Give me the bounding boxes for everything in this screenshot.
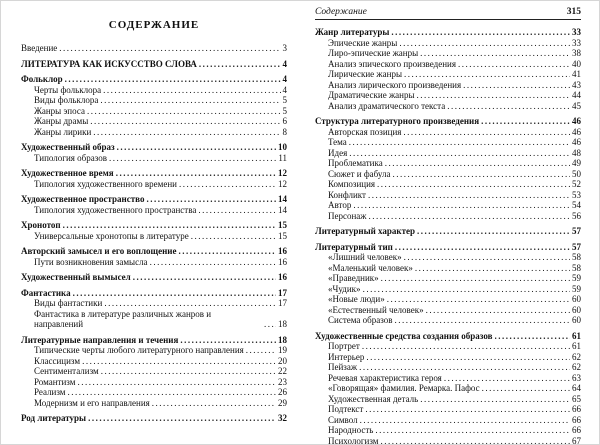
toc-entry-label: Речевая характеристика героя — [328, 372, 442, 383]
toc-entry-page-number: 60 — [572, 315, 581, 325]
toc-entry — [21, 272, 287, 283]
toc-entry — [328, 394, 581, 405]
toc-entry-page-number: 61 — [572, 341, 581, 351]
toc-entry-page-number: 6 — [282, 116, 287, 126]
dot-leader — [63, 220, 276, 231]
toc-entry — [34, 309, 287, 330]
toc-entry-page-number: 23 — [278, 376, 287, 387]
toc-entry — [34, 366, 287, 377]
toc-entry-page-number: 29 — [278, 397, 287, 408]
dot-leader — [179, 179, 276, 190]
toc-entry — [328, 148, 581, 159]
toc-entry-label: Литературный характер — [315, 226, 416, 236]
dot-leader — [103, 85, 280, 96]
toc-entry-page-number: 57 — [572, 226, 581, 236]
toc-entry — [328, 415, 581, 426]
toc-entry-page-number: 18 — [278, 319, 287, 329]
toc-entry-page-number: 53 — [572, 189, 581, 200]
toc-entry — [34, 398, 287, 409]
toc-entry-label: Проблематика — [328, 158, 383, 168]
right-toc-list — [315, 27, 581, 445]
dot-leader — [133, 272, 276, 283]
dot-leader — [180, 335, 276, 346]
dot-leader — [93, 127, 280, 138]
toc-entry — [328, 425, 581, 436]
dot-leader — [420, 394, 570, 405]
toc-entry-label: Виды фантастики — [34, 298, 103, 308]
toc-entry-page-number: 22 — [278, 366, 287, 376]
toc-entry-label: Подтекст — [328, 404, 364, 414]
toc-entry-page-number: 59 — [572, 273, 581, 283]
dot-leader — [362, 341, 570, 352]
toc-entry — [21, 246, 287, 257]
toc-entry-label: Художественная деталь — [328, 393, 419, 404]
toc-entry — [34, 95, 287, 106]
toc-entry-page-number: 4 — [282, 58, 287, 69]
toc-entry — [34, 387, 287, 398]
toc-entry-page-number: 15 — [278, 220, 287, 230]
dot-leader — [404, 252, 570, 263]
toc-entry-label: Конфликт — [328, 189, 366, 200]
toc-entry-label: Романтизм — [34, 376, 76, 387]
toc-entry-page-number: 11 — [278, 152, 287, 163]
toc-entry-page-number: 4 — [282, 84, 287, 95]
dot-leader — [353, 200, 570, 211]
toc-entry-label: Литературные направления и течения — [21, 334, 179, 345]
dot-leader — [117, 142, 276, 153]
toc-entry-page-number: 33 — [572, 37, 581, 48]
toc-entry-label: Типология художественного времени — [34, 178, 177, 189]
dot-leader — [77, 377, 276, 388]
toc-entry-label: Система образов — [328, 315, 393, 325]
toc-entry — [328, 48, 581, 59]
toc-entry-label: Сентиментализм — [34, 366, 99, 376]
dot-leader — [199, 59, 281, 70]
dot-leader — [116, 168, 276, 179]
toc-entry — [21, 168, 287, 179]
dot-leader — [481, 116, 570, 127]
toc-entry-label: Авторский замысел и его воплощение — [21, 246, 177, 256]
toc-entry-page-number: 66 — [572, 425, 581, 435]
toc-entry-label: Фантастика в литературе различных жанров и направлений — [34, 308, 212, 329]
toc-entry-page-number: 40 — [572, 58, 581, 69]
dot-leader — [463, 80, 570, 91]
dot-leader — [381, 273, 570, 284]
dot-leader — [375, 425, 570, 436]
toc-entry-page-number: 49 — [572, 158, 581, 168]
toc-entry-page-number: 14 — [278, 204, 287, 215]
toc-entry-label: Пейзаж — [328, 362, 358, 372]
toc-entry-page-number: 52 — [572, 179, 581, 189]
dot-leader — [101, 366, 276, 377]
toc-entry-page-number: 12 — [278, 178, 287, 189]
toc-entry-label: Классицизм — [34, 355, 81, 366]
toc-entry-page-number: 62 — [572, 362, 581, 372]
toc-entry — [34, 345, 287, 356]
toc-entry-label: Психологизм — [328, 435, 379, 445]
toc-entry-label: Анализ эпического произведения — [328, 58, 456, 69]
toc-entry-label: Анализ лирического произведения — [328, 79, 462, 90]
toc-entry-page-number: 38 — [572, 48, 581, 58]
running-header-title: Содержание — [315, 7, 367, 17]
dot-leader — [391, 27, 570, 38]
toc-entry-label: «Праведник» — [328, 273, 379, 283]
toc-entry — [34, 127, 287, 138]
dot-leader — [417, 90, 570, 101]
toc-entry — [328, 315, 581, 326]
dot-leader — [404, 69, 570, 80]
toc-entry-label: «Чудик» — [328, 283, 361, 294]
contents-title: СОДЕРЖАНИЕ — [108, 19, 200, 31]
dot-leader — [360, 415, 570, 426]
toc-entry — [34, 356, 287, 367]
toc-entry — [328, 101, 581, 112]
dot-leader — [349, 148, 570, 159]
toc-entry — [34, 116, 287, 127]
toc-entry — [34, 257, 287, 268]
dot-leader — [146, 194, 276, 205]
dot-leader — [100, 95, 280, 106]
toc-entry-page-number: 45 — [572, 100, 581, 111]
toc-entry-label: Лиро-эпические жанры — [328, 48, 419, 58]
running-header-page-number: 315 — [566, 7, 581, 17]
right-page — [315, 7, 581, 445]
toc-entry-page-number: 43 — [572, 79, 581, 90]
dot-leader — [385, 158, 570, 169]
dot-leader — [82, 356, 276, 367]
dot-leader — [393, 169, 571, 180]
running-header — [315, 7, 581, 20]
dot-leader — [399, 38, 570, 49]
toc-entry-page-number: 56 — [572, 210, 581, 221]
toc-entry-label: Символ — [328, 414, 358, 425]
toc-entry — [328, 436, 581, 445]
toc-entry — [315, 116, 581, 127]
toc-entry-page-number: 46 — [572, 126, 581, 137]
toc-entry-label: Черты фольклора — [34, 84, 102, 95]
toc-entry — [328, 341, 581, 352]
dot-leader — [387, 294, 570, 305]
toc-entry-page-number: 16 — [278, 256, 287, 267]
dot-leader — [380, 436, 570, 445]
toc-entry-page-number: 62 — [572, 351, 581, 362]
toc-entry-label: Персонаж — [328, 210, 367, 221]
toc-entry-label: Типология художественного пространства — [34, 204, 197, 215]
toc-entry-page-number: 46 — [572, 116, 581, 126]
dot-leader — [368, 190, 570, 201]
toc-entry — [21, 43, 287, 54]
toc-entry-label: Виды фольклора — [34, 95, 99, 105]
toc-entry-label: Сюжет и фабула — [328, 168, 391, 179]
toc-entry-label: Художественный вымысел — [21, 272, 131, 282]
toc-entry — [34, 106, 287, 117]
toc-entry-label: Авторская позиция — [328, 126, 402, 137]
toc-entry — [328, 373, 581, 384]
toc-entry-label: Автор — [328, 200, 352, 210]
toc-entry-label: Введение — [21, 43, 58, 53]
toc-entry-page-number: 44 — [572, 90, 581, 100]
dot-leader — [65, 74, 281, 85]
toc-entry-label: «Маленький человек» — [328, 262, 413, 273]
toc-entry — [328, 211, 581, 222]
toc-entry-page-number: 63 — [572, 372, 581, 383]
toc-entry — [328, 263, 581, 274]
toc-entry-page-number: 41 — [572, 69, 581, 79]
dot-leader — [246, 345, 276, 356]
toc-entry — [34, 231, 287, 242]
toc-entry-page-number: 58 — [572, 252, 581, 262]
toc-entry — [328, 190, 581, 201]
toc-entry — [21, 220, 287, 231]
toc-entry — [328, 38, 581, 49]
dot-leader — [447, 101, 570, 112]
dot-leader — [395, 242, 570, 253]
toc-entry — [21, 335, 287, 346]
toc-entry — [328, 252, 581, 263]
toc-entry — [328, 352, 581, 363]
toc-entry — [328, 200, 581, 211]
toc-entry-page-number: 8 — [282, 126, 287, 137]
dot-leader — [150, 257, 276, 268]
toc-entry-label: Хронотоп — [21, 220, 61, 230]
toc-entry — [328, 169, 581, 180]
toc-entry-page-number: 5 — [282, 105, 287, 116]
toc-entry-label: Народность — [328, 425, 374, 435]
toc-entry-label: Эпические жанры — [328, 37, 398, 48]
toc-entry — [328, 59, 581, 70]
toc-entry-page-number: 58 — [572, 262, 581, 273]
toc-entry — [21, 194, 287, 205]
toc-entry — [328, 80, 581, 91]
toc-entry — [328, 284, 581, 295]
dot-leader — [495, 331, 571, 342]
toc-entry-label: Художественные средства создания образов — [315, 330, 493, 341]
dot-leader — [104, 298, 276, 309]
toc-entry-page-number: 18 — [278, 334, 287, 345]
dot-leader — [444, 373, 570, 384]
left-page — [21, 7, 287, 438]
toc-entry-page-number: 57 — [572, 241, 581, 252]
toc-entry-page-number: 16 — [278, 272, 287, 282]
dot-leader — [415, 263, 570, 274]
toc-entry-page-number: 67 — [572, 435, 581, 445]
toc-entry — [328, 127, 581, 138]
dot-leader — [482, 383, 570, 394]
toc-entry — [34, 205, 287, 216]
toc-entry-label: Фольклор — [21, 74, 63, 84]
dot-leader — [152, 398, 276, 409]
toc-entry — [34, 179, 287, 190]
toc-entry — [315, 226, 581, 237]
toc-entry — [21, 74, 287, 85]
toc-entry-page-number: 17 — [278, 298, 287, 308]
toc-entry-label: «Естественный человек» — [328, 304, 424, 315]
dot-leader — [417, 226, 570, 237]
toc-entry — [34, 377, 287, 388]
dot-leader — [369, 211, 570, 222]
toc-entry-label: Драматические жанры — [328, 90, 415, 100]
dot-leader — [403, 127, 570, 138]
dot-leader — [349, 137, 570, 148]
toc-entry-page-number: 66 — [572, 404, 581, 414]
toc-entry-label: Структура литературного произведения — [315, 116, 480, 126]
toc-entry-label: Композиция — [328, 179, 376, 189]
toc-entry-label: Типические черты любого литературного направления — [34, 345, 244, 355]
dot-leader — [109, 153, 276, 164]
toc-entry-page-number: 50 — [572, 168, 581, 179]
dot-leader — [264, 319, 276, 330]
toc-entry-label: Литературный тип — [315, 241, 393, 252]
toc-entry-label: Реализм — [34, 387, 66, 397]
toc-entry-label: Интерьер — [328, 351, 365, 362]
toc-entry — [328, 383, 581, 394]
toc-entry-label: Анализ драматического текста — [328, 100, 446, 111]
toc-entry-page-number: 32 — [278, 413, 287, 423]
toc-entry-page-number: 4 — [282, 74, 287, 84]
dot-leader — [90, 116, 280, 127]
toc-entry — [328, 294, 581, 305]
toc-entry-page-number: 17 — [278, 287, 287, 298]
toc-entry — [328, 362, 581, 373]
toc-entry-page-number: 54 — [572, 200, 581, 210]
toc-entry-page-number: 15 — [278, 230, 287, 241]
toc-entry-page-number: 26 — [278, 387, 287, 397]
dot-leader — [191, 231, 276, 242]
toc-entry-label: Художественное время — [21, 168, 114, 178]
toc-entry — [328, 137, 581, 148]
toc-entry — [21, 142, 287, 153]
toc-entry-label: Жанры лирики — [34, 126, 92, 137]
toc-entry-label: Фантастика — [21, 287, 71, 298]
toc-entry — [328, 273, 581, 284]
dot-leader — [458, 59, 570, 70]
toc-entry-label: Идея — [328, 147, 348, 158]
dot-leader — [365, 404, 570, 415]
toc-entry-page-number: 16 — [278, 246, 287, 256]
toc-entry-label: «Говорящая» фамилия. Ремарка. Пафос — [328, 383, 480, 393]
toc-entry — [328, 404, 581, 415]
toc-entry — [328, 90, 581, 101]
toc-entry-page-number: 66 — [572, 414, 581, 425]
toc-entry-page-number: 33 — [572, 27, 581, 37]
dot-leader — [178, 246, 276, 257]
toc-entry — [21, 413, 287, 424]
toc-entry — [328, 305, 581, 316]
toc-entry — [328, 158, 581, 169]
toc-entry-label: «Новые люди» — [328, 294, 385, 304]
toc-entry-label: Жанры драмы — [34, 116, 89, 126]
toc-entry — [328, 179, 581, 190]
toc-entry-page-number: 48 — [572, 147, 581, 158]
toc-entry-label: Портрет — [328, 341, 360, 351]
toc-entry-label: Художественный образ — [21, 142, 115, 152]
toc-entry-page-number: 20 — [278, 355, 287, 366]
toc-entry-page-number: 5 — [282, 95, 287, 105]
dot-leader — [363, 284, 570, 295]
toc-entry-label: Тема — [328, 137, 347, 147]
toc-entry-page-number: 14 — [278, 194, 287, 204]
toc-entry — [315, 27, 581, 38]
toc-entry — [315, 331, 581, 342]
dot-leader — [394, 315, 570, 326]
toc-entry-page-number: 3 — [282, 43, 287, 53]
toc-entry — [315, 242, 581, 253]
dot-leader — [68, 387, 277, 398]
toc-entry-label: Род литературы — [21, 413, 87, 423]
toc-entry — [34, 153, 287, 164]
toc-entry-page-number: 60 — [572, 294, 581, 304]
toc-entry-page-number: 65 — [572, 393, 581, 404]
dot-leader — [73, 288, 276, 299]
dot-leader — [426, 305, 570, 316]
toc-entry-page-number: 19 — [278, 345, 287, 355]
toc-entry-page-number: 46 — [572, 137, 581, 147]
dot-leader — [59, 43, 280, 54]
toc-entry-page-number: 64 — [572, 383, 581, 393]
dot-leader — [88, 413, 276, 424]
dot-leader — [359, 362, 570, 373]
toc-entry-label: «Лишний человек» — [328, 252, 402, 262]
left-toc-list — [21, 43, 287, 424]
toc-entry-label: Модернизм и его направления — [34, 397, 150, 408]
toc-entry-label: Универсальные хронотопы в литературе — [34, 230, 189, 241]
toc-entry-page-number: 10 — [278, 142, 287, 152]
toc-entry — [34, 298, 287, 309]
toc-entry-page-number: 61 — [572, 330, 581, 341]
toc-entry-page-number: 60 — [572, 304, 581, 315]
dot-leader — [420, 48, 570, 59]
toc-entry-label: Типология образов — [34, 152, 108, 163]
toc-entry-page-number: 12 — [278, 168, 287, 178]
toc-entry-label: Жанр литературы — [315, 27, 390, 37]
dot-leader — [87, 106, 281, 117]
dot-leader — [366, 352, 570, 363]
toc-entry-label: Жанры эпоса — [34, 105, 85, 116]
toc-entry — [328, 69, 581, 80]
toc-entry-label: Художественное пространство — [21, 194, 145, 204]
toc-entry-label: Лирические жанры — [328, 69, 402, 79]
toc-entry-label: ЛИТЕРАТУРА КАК ИСКУССТВО СЛОВА — [21, 58, 197, 69]
toc-entry — [34, 85, 287, 96]
toc-entry — [21, 288, 287, 299]
toc-entry — [21, 59, 287, 70]
dot-leader — [377, 179, 570, 190]
dot-leader — [198, 205, 276, 216]
toc-entry-page-number: 59 — [572, 283, 581, 294]
toc-entry-label: Пути возникновения замысла — [34, 256, 148, 267]
